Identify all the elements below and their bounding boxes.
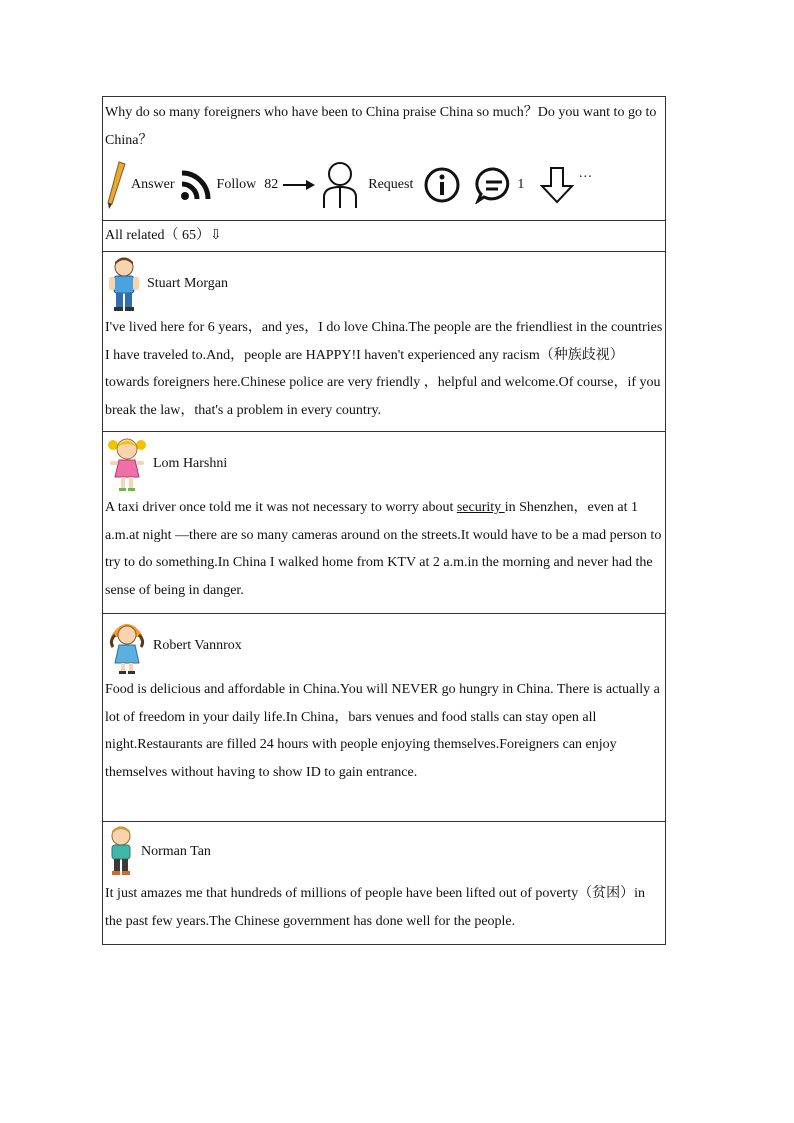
girl-avatar bbox=[105, 435, 149, 493]
answer-item bbox=[103, 432, 665, 614]
boy-avatar bbox=[105, 255, 143, 313]
answer-text: I've lived here for 6 years，and yes，I do love China.The people are the friendliest in the countries I have traveled to.And，people are HAPPY!I haven't experienced any racism（种族歧视）towards foreigners here.Chinese police are very friendly ，helpful and welcome.Of course，if you break the law，that's a problem in every country. bbox=[105, 320, 663, 418]
arrow-down-icon[interactable] bbox=[540, 166, 574, 204]
answer-text-part: in Shenzhen，even at 1 a.m.at night —there are so many cameras around on the streets.It would have to be a mad person to try to do something.In China I walked home from KTV at 2 a.m.in the morning and never had the sense of being in danger. bbox=[105, 500, 662, 598]
answer-text: Food is delicious and affordable in China.You will NEVER go hungry in China. There is actually a lot of freedom in your daily life.In China，bars venues and food stalls can stay open all night.Restaurants are filled 24 hours with people enjoying themselves.Foreigners can enjoy themselves without having to show ID to gain entrance. bbox=[105, 682, 660, 780]
answer-text bbox=[105, 494, 663, 604]
action-bar bbox=[105, 155, 663, 215]
answer-text-part: A taxi driver once told me it was not necessary to worry about bbox=[105, 500, 457, 515]
answer-button[interactable]: Answer bbox=[131, 177, 175, 192]
person-icon[interactable] bbox=[322, 161, 358, 209]
question-block bbox=[103, 97, 665, 221]
answer-author bbox=[105, 616, 663, 676]
answer-author bbox=[105, 434, 663, 494]
author-name[interactable]: Norman Tan bbox=[141, 844, 211, 859]
more-menu[interactable]: ··· bbox=[578, 170, 593, 185]
related-label[interactable]: All related（ 65）⇩ bbox=[105, 228, 222, 243]
follow-count: 82 bbox=[264, 177, 279, 192]
qa-page bbox=[102, 96, 666, 945]
rss-icon[interactable] bbox=[179, 168, 213, 202]
answer-item bbox=[103, 822, 665, 944]
answer-item bbox=[103, 252, 665, 432]
answer-author bbox=[105, 824, 663, 880]
answer-author bbox=[105, 254, 663, 314]
pencil-icon[interactable] bbox=[105, 160, 127, 210]
underlined-word: security bbox=[456, 500, 505, 515]
follow-button[interactable]: Follow bbox=[216, 177, 257, 192]
answer-text: It just amazes me that hundreds of millions of people have been lifted out of poverty（贫困）in the past few years.The Chinese government has done well for the people. bbox=[105, 886, 646, 929]
arrow-right-icon bbox=[282, 178, 316, 192]
info-icon[interactable] bbox=[423, 166, 461, 204]
girl-avatar bbox=[105, 617, 149, 675]
boy-avatar bbox=[105, 825, 137, 879]
request-button[interactable]: Request bbox=[368, 177, 414, 192]
author-name[interactable]: Stuart Morgan bbox=[147, 276, 229, 291]
question-text: Why do so many foreigners who have been to China praise China so much？Do you want to go to China？ bbox=[105, 105, 657, 148]
comment-count: 1 bbox=[517, 177, 525, 192]
related-bar[interactable] bbox=[103, 221, 665, 252]
answer-item bbox=[103, 614, 665, 822]
author-name[interactable]: Lom Harshni bbox=[153, 456, 228, 471]
comment-icon[interactable] bbox=[475, 166, 513, 204]
author-name[interactable]: Robert Vannrox bbox=[153, 638, 242, 653]
